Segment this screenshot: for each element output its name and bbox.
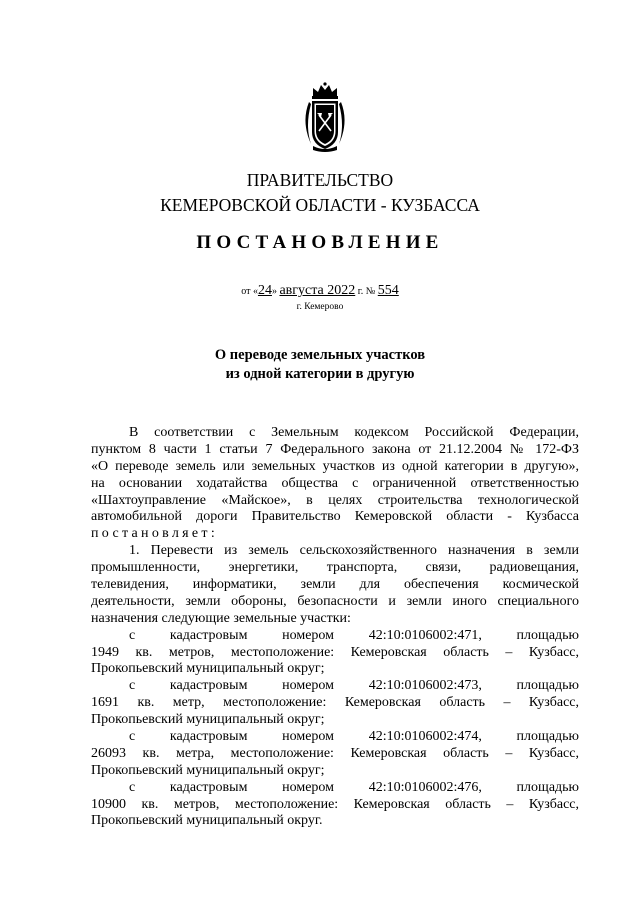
date-sep: »	[271, 286, 277, 297]
body-line: 1. Перевести из земель сельскохозяйственного назначения в земли	[129, 543, 579, 559]
body-line: «Шахтоуправление «Майское», в целях строительства технологической	[91, 492, 579, 508]
body-line: телевидения, информатики, земли для обеспечения космической	[91, 577, 579, 593]
body-line: 1949 кв. метров, местоположение: Кемеровская область – Кузбасс,	[91, 644, 579, 660]
body-line: 1691 кв. метр, местоположение: Кемеровская область – Кузбасс,	[91, 695, 579, 711]
document-type: ПОСТАНОВЛЕНИЕ	[196, 232, 444, 253]
document-date-number	[0, 283, 640, 299]
date-day: 24	[257, 283, 272, 298]
body-line: с кадастровым номером 42:10:0106002:473, площадью	[129, 678, 579, 694]
body-line: автомобильной дороги Правительство Кемеровской области - Кузбасса	[91, 509, 579, 525]
body-line: 10900 кв. метров, местоположение: Кемеровская область – Кузбасс,	[91, 796, 579, 812]
body-line: В соответствии с Земельным кодексом Российской Федерации,	[129, 425, 579, 440]
document-number: 554	[377, 283, 399, 298]
body-line: назначения следующие земельные участки:	[91, 610, 351, 626]
date-year-suffix: г.	[357, 286, 364, 297]
date-prefix: от «	[241, 286, 258, 297]
body-line: постановляет:	[91, 526, 219, 542]
body-line: Прокопьевский муниципальный округ;	[91, 661, 325, 677]
body-line: с кадастровым номером 42:10:0106002:471, площадью	[129, 627, 579, 643]
government-name: ПРАВИТЕЛЬСТВО	[246, 170, 394, 190]
body-line: 26093 кв. метра, местоположение: Кемеровская область – Кузбасс,	[91, 745, 579, 761]
body-line: пунктом 8 части 1 статьи 7 Федерального закона от 21.12.2004 № 172-ФЗ	[91, 441, 579, 457]
document-body	[91, 425, 579, 830]
region-name: КЕМЕРОВСКОЙ ОБЛАСТИ - КУЗБАССА	[160, 195, 480, 215]
kuzbass-coat-of-arms-icon	[299, 82, 351, 154]
body-line: промышленности, энергетики, транспорта, связи, радиовещания,	[91, 560, 579, 576]
document-title	[0, 346, 640, 384]
body-line: Прокопьевский муниципальный округ;	[91, 762, 325, 778]
date-month-year: августа 2022	[279, 283, 356, 298]
body-line: Прокопьевский муниципальный округ.	[91, 813, 323, 829]
document-city: г. Кемерово	[296, 302, 344, 312]
number-label: №	[365, 286, 376, 297]
body-line: с кадастровым номером 42:10:0106002:476, площадью	[129, 779, 579, 795]
body-line: на основании ходатайства общества с ограниченной ответственностью	[91, 475, 579, 491]
body-line: Прокопьевский муниципальный округ;	[91, 712, 325, 728]
body-line: «О переводе земель или земельных участков из одной категории в другую»,	[91, 458, 579, 474]
title-line-2: из одной категории в другую	[225, 366, 415, 382]
body-line: с кадастровым номером 42:10:0106002:474, площадью	[129, 729, 579, 745]
body-line: деятельности, земли обороны, безопасности и земли иного специального	[91, 593, 579, 609]
title-line-1: О переводе земельных участков	[214, 347, 426, 363]
